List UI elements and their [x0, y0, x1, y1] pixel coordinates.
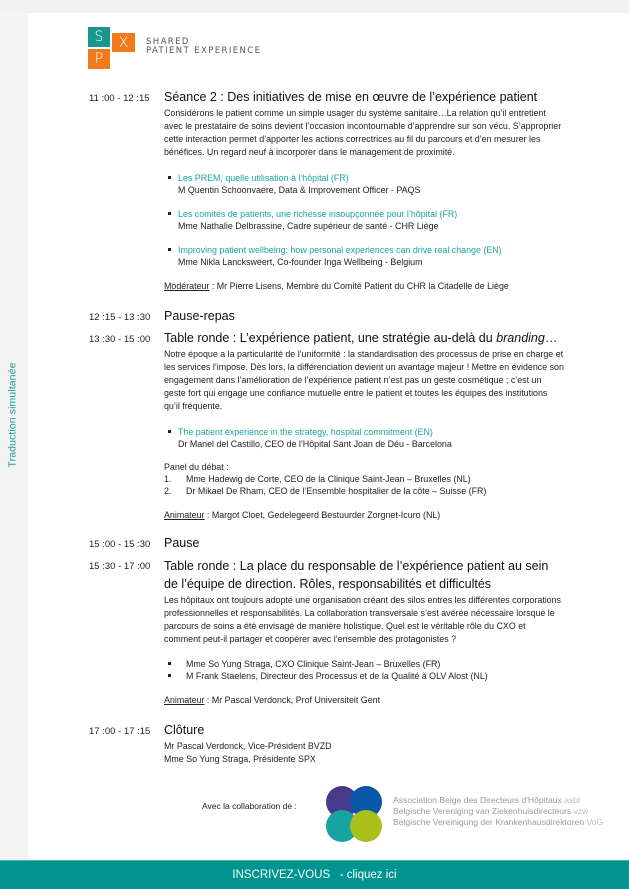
association-line [393, 806, 603, 817]
abdh-logo [324, 786, 382, 842]
moderator-name: : Margot Cloet, Gedelegeerd Bestuurder Zorgnet-Icuro (NL) [204, 510, 441, 520]
talk-speaker: Dr Manel del Castillo, CEO de l’Hôpital Sant Joan de Déu - Barcelona [178, 439, 452, 449]
moderator-name: : Mr Pascal Verdonck, Prof Universiteit Gent [204, 695, 381, 705]
talk-item [164, 172, 564, 196]
side-label-text: Traduction simultanée [6, 362, 19, 468]
top-margin [0, 0, 629, 13]
logo-text [146, 38, 261, 56]
association-line [393, 817, 603, 828]
association-line-text: Association Belge des Directeurs d'Hôpitaux [393, 795, 565, 805]
moderator-label: Animateur [164, 695, 205, 705]
session-title: Séance 2 : Des initiatives de mise en œuvre de l’expérience patient [164, 90, 538, 104]
moderator [164, 694, 564, 706]
session-time: 17 :00 - 17 :15 [89, 726, 151, 737]
talk-speaker: M Quentin Schoonvaere, Data & Improvement Officer - PAQS [178, 185, 421, 195]
panel-number: 1. [164, 474, 172, 484]
session-time: 15 :00 - 15 :30 [89, 539, 151, 550]
panel-text: Dr Mikael De Rham, CEO de l’Ensemble hospitalier de la côte – Suisse (FR) [186, 486, 487, 496]
session-time: 13 :30 - 15 :00 [89, 334, 151, 345]
talk-item [164, 208, 564, 232]
association-name [393, 795, 603, 828]
moderator-label: Animateur [164, 510, 205, 520]
talk-title[interactable]: Les PREM, quelle utilisation à l’hôpital (FR) [178, 173, 349, 183]
session-time: 15 :30 - 17 :00 [89, 561, 151, 572]
spx-logo [88, 27, 288, 69]
session-description: Notre époque a la particularité de l’uniformité : la standardisation des processus de prise en charge et les services l’impose. Dès lors, la différenciation devient un avantage majeur ! Mettre en évidence son engagement dans l’amélioration de l’expérience patient n’est pas un geste cosmétique ; c’est un geste fort qui engage une confiance mutuelle entre le patient et toutes les équipes des institutions qu’il fréquente. [164, 349, 564, 411]
session-description: Les hôpitaux ont toujours adopté une organisation créant des silos entres les différentes corporations professionnelles et responsabilités. La collaboration transversale s’est avérée nécessaire lorsque le parcours de soins a été envisagé de manière holistique. Quel est le véritable rôle du CXO et comment peut-il partager et coopérer avec l’ensemble des protagonistes ? [164, 595, 561, 644]
talk-list [164, 172, 564, 268]
association-line-text: Belgische Vereinigung der Krankenhausdirektoren [393, 817, 587, 827]
session-description: Considérons le patient comme un simple usager du système sanitaire…La relation qu’il entretient avec le prestataire de soins devient l’occasion incontournable d’apprendre sur son vécu. S’approprier cette interaction permet d’apporter les actions correctrices au fil du parcours et d’en mesurer les bénéfices. Un regard neuf à incorporer dans le management de proximité. [164, 108, 562, 157]
panel-title: Panel du débat : [164, 462, 229, 472]
association-line-suffix: VoG [586, 817, 604, 827]
speaker-item: Mme So Yung Straga, CXO Clinique Saint-Jean – Bruxelles (FR) [164, 658, 564, 670]
association-line-text: Belgische Vereniging van Ziekenhuisdirecteurs [393, 806, 574, 816]
logo-x-square: X [112, 33, 135, 52]
panel-number: 2. [164, 486, 172, 496]
talk-list [164, 426, 564, 450]
talk-title[interactable]: Les comités de patients, une richesse insoupçonnée pour l’hôpital (FR) [178, 209, 458, 219]
panel-text: Mme Hadewig de Corte, CEO de la Clinique Saint-Jean – Bruxelles (NL) [186, 474, 471, 484]
moderator [164, 280, 564, 292]
session-time: 11 :00 - 12 :15 [89, 93, 150, 104]
moderator-label: Modérateur [164, 281, 210, 291]
session-title: Clôture [164, 723, 205, 737]
talk-item [164, 426, 564, 450]
logo-line-2: PATIENT EXPERIENCE [146, 46, 262, 56]
collaboration-label: Avec la collaboration de : [202, 801, 297, 811]
talk-title[interactable]: The patient experience in the strategy, hospital commitment (EN) [178, 427, 433, 437]
speaker-list [164, 658, 564, 682]
talk-speaker: Mme Nikla Lancksweert, Co-founder Inga Wellbeing - Belgium [178, 257, 423, 267]
logo-circle-green [350, 810, 382, 842]
closing-line: Mr Pascal Verdonck, Vice-Président BVZD [164, 741, 332, 751]
logo-line-1: SHARED [146, 37, 190, 47]
closing-line: Mme So Yung Straga, Présidente SPX [164, 754, 316, 764]
title-main: Table ronde : L’expérience patient, une stratégie au-delà du [164, 331, 497, 345]
logo-p-square: P [88, 49, 110, 69]
talk-title[interactable]: Improving patient wellbeing: how personal experiences can drive real change (EN) [178, 245, 502, 255]
session-title [164, 330, 564, 347]
title-italic: branding [496, 331, 545, 345]
register-button[interactable] [0, 860, 629, 889]
side-label [4, 355, 20, 475]
association-line-suffix: asbl [564, 795, 580, 805]
session-title: Pause [164, 536, 200, 550]
register-label: INSCRIVEZ-VOUS - cliquez ici [232, 869, 397, 881]
association-line [393, 795, 603, 806]
talk-speaker: Mme Nathalie Delbrassine, Cadre supérieur de santé - CHR Liège [178, 221, 439, 231]
speaker-item: M Frank Staelens, Directeur des Processus et de la Qualité à OLV Alost (NL) [164, 670, 564, 682]
association-line-suffix: vzw [573, 806, 589, 816]
session-time: 12 :15 - 13 :30 [89, 312, 151, 323]
session-title: Pause-repas [164, 309, 235, 323]
title-end: … [544, 331, 558, 345]
session-title: Table ronde : La place du responsable de l’expérience patient au sein de l’équipe de direction. Rôles, responsabilités et difficultés [164, 559, 549, 591]
logo-s-square: S [88, 27, 110, 47]
panel-item [164, 473, 564, 485]
panel-item [164, 485, 564, 497]
moderator-name: : Mr Pierre Lisens, Membre du Comité Patient du CHR la Citadelle de Liège [209, 281, 509, 291]
moderator [164, 509, 564, 521]
talk-item [164, 244, 564, 268]
